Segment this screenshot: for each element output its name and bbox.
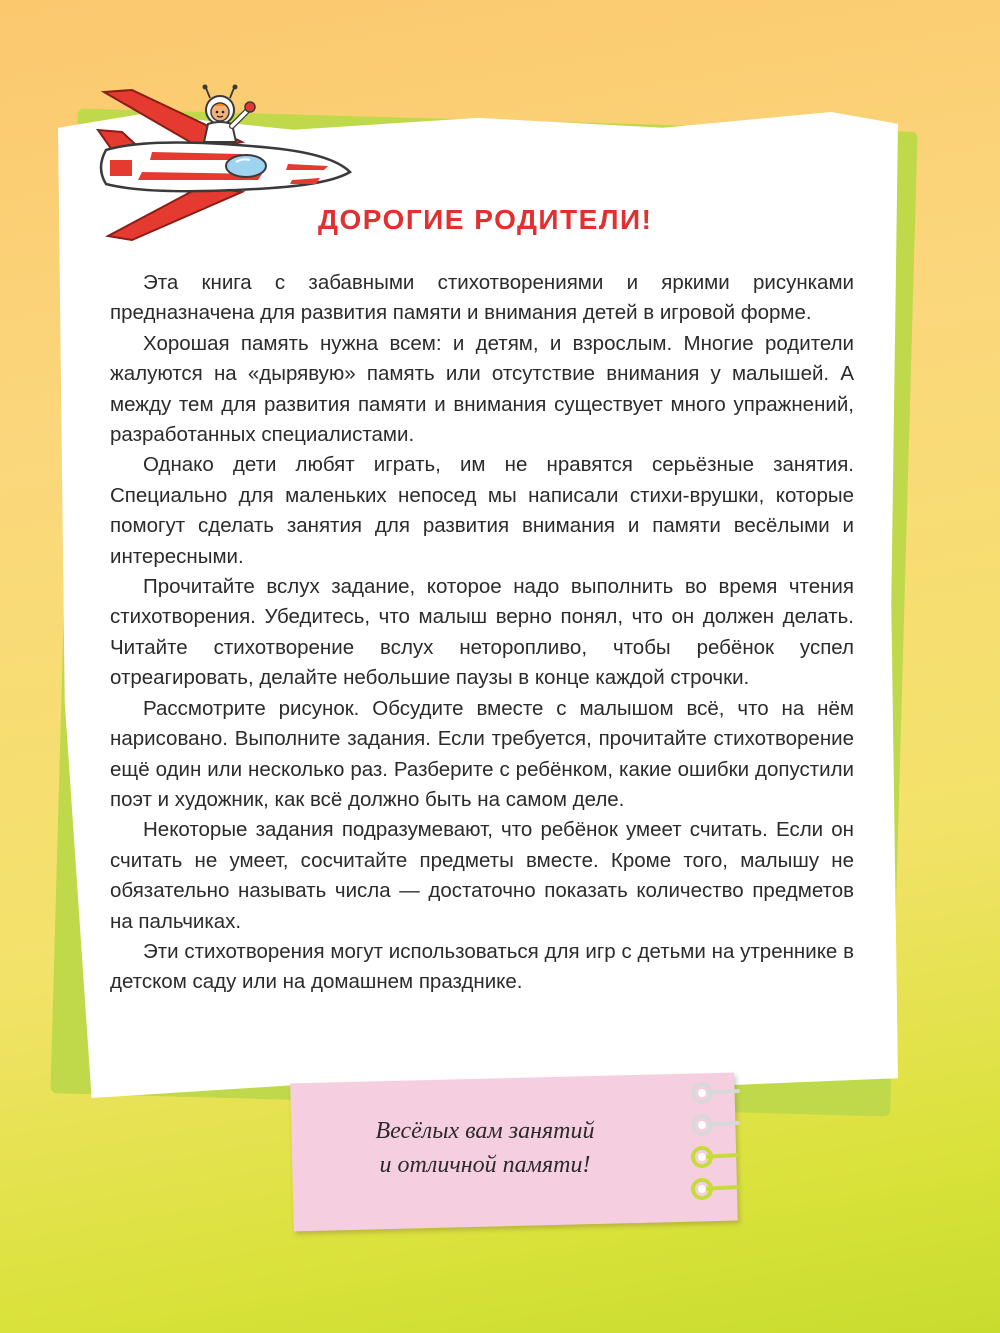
binder-rings-icon: [680, 1075, 750, 1215]
paragraph: Эта книга с забавными стихотворениями и яркими рисунками предназначена для развития памяти и внимания детей в игровой форме.: [110, 271, 854, 325]
paragraph: Рассмотрите рисунок. Обсудите вместе с малышом всё, что на нём нарисовано. Выполните задания. Если требуется, прочитайте стихотворение ещё один или несколько раз. Разберите с ребёнком, какие ошибки допустили поэт и художник, как всё должно быть на самом деле.: [110, 696, 854, 811]
paragraph: Некоторые задания подразумевают, что ребёнок умеет считать. Если он считать не умеет, сосчитайте предметы вместе. Кроме того, малышу не обязательно называть числа — достаточно показать количество предметов на пальчиках.: [110, 818, 854, 933]
note-text: [326, 1114, 644, 1182]
paragraph: Прочитайте вслух задание, которое надо выполнить во время чтения стихотворения. Убедитесь, что малыш верно понял, что он должен делать. Читайте стихотворение вслух неторопливо, чтобы ребёнок успел отреагировать, делайте небольшие паузы в конце каждой строчки.: [110, 575, 854, 690]
page-title: ДОРОГИЕ РОДИТЕЛИ!: [318, 204, 653, 235]
body-text: [110, 268, 854, 998]
note-line: Весёлых вам занятий: [375, 1118, 595, 1144]
note-line: и отличной памяти!: [379, 1152, 591, 1178]
rocket-plane-with-astronaut-icon: [92, 80, 354, 250]
paragraph: Хорошая память нужна всем: и детям, и взрослым. Многие родители жалуются на «дырявую» память или отсутствие внимания у малышей. А между тем для развития памяти и внимания существует много упражнений, разработанных специалистами.: [110, 331, 854, 447]
paragraph: Однако дети любят играть, им не нравятся серьёзные занятия. Специально для маленьких непосед мы написали стихи-врушки, которые помогут сделать занятия для развития внимания и памяти весёлыми и интересными.: [110, 453, 854, 568]
paragraph: Эти стихотворения могут использоваться для игр с детьми на утреннике в детском саду или на домашнем празднике.: [110, 939, 854, 994]
